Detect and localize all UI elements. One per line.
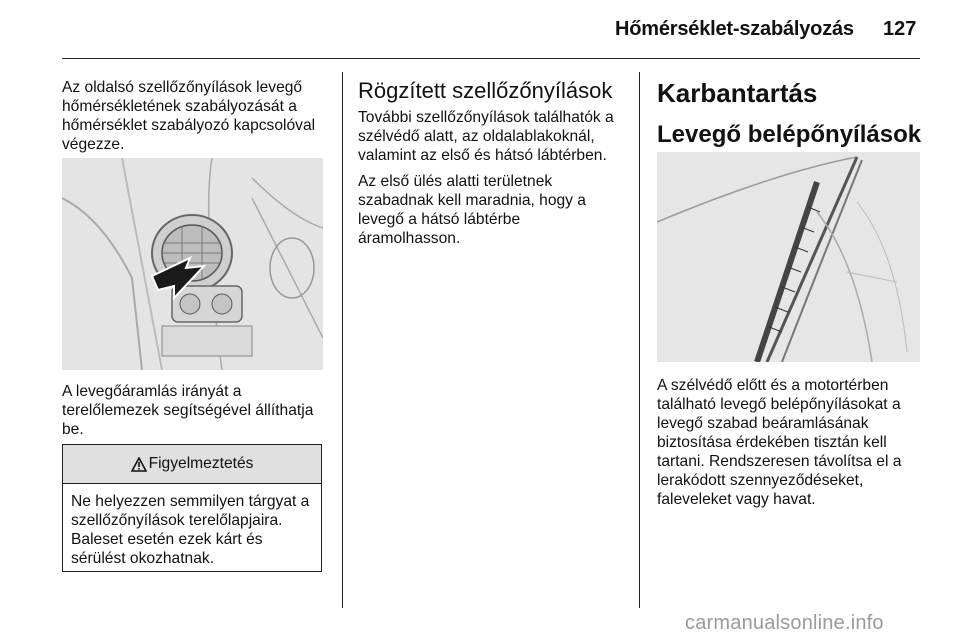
- air-inlets-paragraph: A szélvédő előtt és a motortérben található levegő belépőnyílásokat a levegő szabad beáramlásának biztosítása érdekében tisztán kell tartani. Rendszeresen távolítsa el a lerakódott szennyeződéseket, faleveleket vagy havat.: [657, 377, 902, 508]
- column-divider-1: [342, 72, 343, 608]
- column-3: [657, 78, 923, 150]
- section-title: Hőmérséklet-szabályozás: [615, 18, 854, 40]
- windshield-drawing: [657, 152, 920, 362]
- watermark: carmanualsonline.info: [685, 612, 884, 634]
- fixed-vents-paragraph-2: Az első ülés alatti területnek szabadnak kell maradnia, hogy a levegő a hátsó lábtérbe áramolhasson.: [358, 173, 586, 247]
- warning-text: Ne helyezzen semmilyen tárgyat a szellőzőnyílások terelőlapjaira. Baleset esetén ezek kárt és sérülést okozhatnak.: [71, 493, 310, 567]
- intro-paragraph: Az oldalsó szellőzőnyílások levegő hőmérsékletének szabályozását a hőmérséklet szabályozó kapcsolóval végezze.: [62, 79, 316, 153]
- fixed-vents-paragraph-1: További szellőzőnyílások találhatók a szélvédő alatt, az oldalablakoknál, valamint az első és hátsó lábtérben.: [358, 109, 614, 164]
- warning-title: Figyelmeztetés: [148, 455, 254, 472]
- column-2: [358, 78, 626, 248]
- caption-block: [62, 382, 324, 439]
- vent-caption: A levegőáramlás irányát a terelőlemezek segítségével állíthatja be.: [62, 383, 314, 438]
- air-inlets-heading: Levegő belépőnyílások: [657, 121, 922, 148]
- maintenance-heading: Karbantartás: [657, 78, 818, 108]
- column-1: [62, 78, 324, 154]
- header-rule: [62, 58, 920, 59]
- side-vent-illustration: [62, 158, 323, 370]
- side-vent-drawing: [62, 158, 323, 370]
- maintenance-text-block: [657, 376, 923, 509]
- warning-box: [62, 444, 322, 572]
- warning-triangle-icon: [131, 457, 147, 472]
- air-inlet-illustration: [657, 152, 920, 362]
- column-divider-2: [639, 72, 640, 608]
- warning-header: [63, 445, 321, 484]
- fixed-vents-heading: Rögzített szellőzőnyílások: [358, 78, 613, 103]
- page-number: 127: [883, 18, 917, 40]
